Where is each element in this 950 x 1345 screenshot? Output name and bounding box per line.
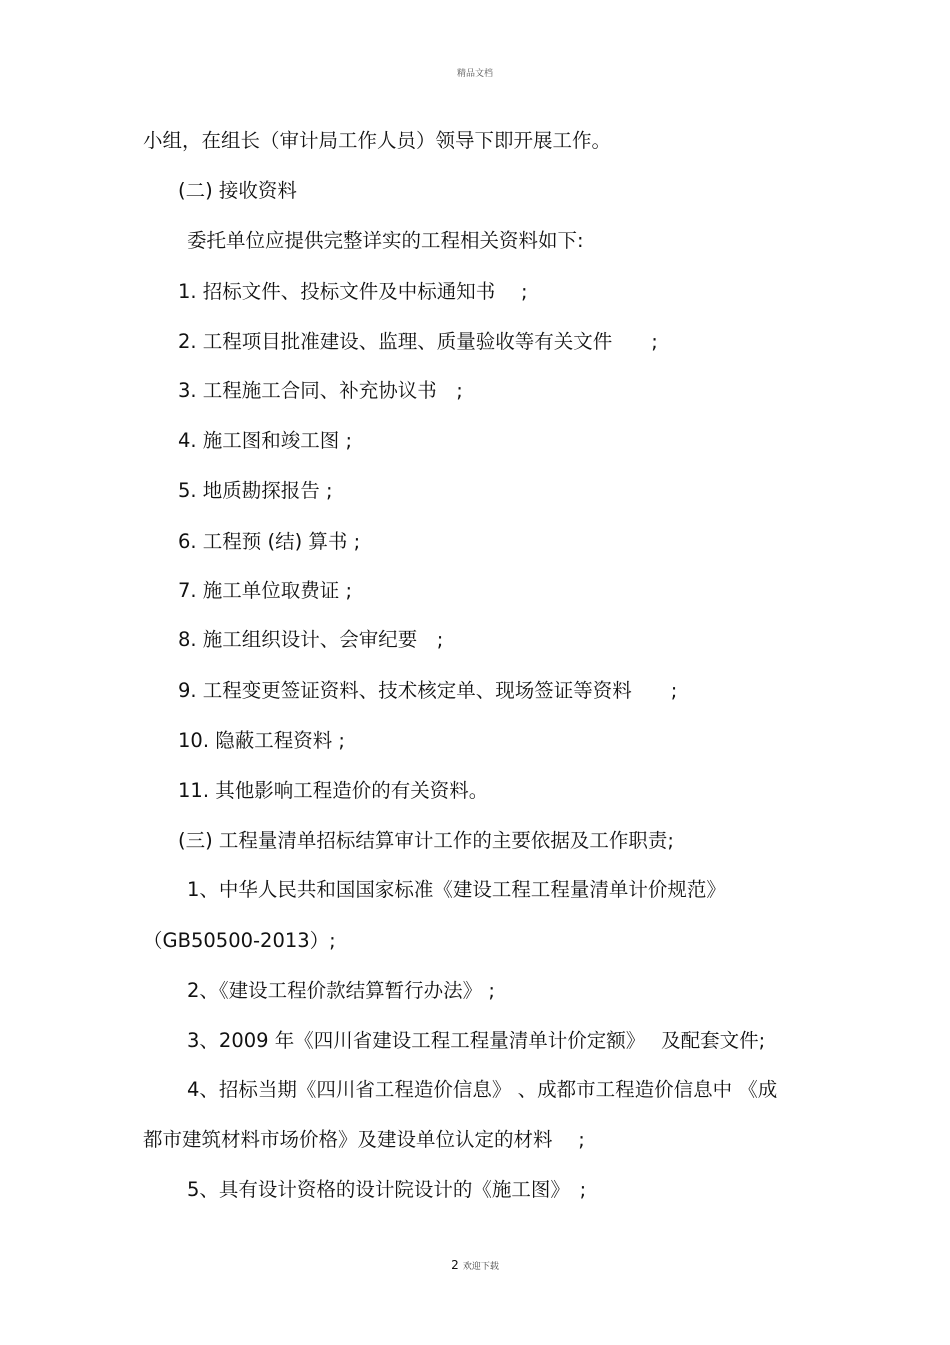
body-line: （GB50500-2013）;: [143, 929, 336, 952]
page-footer: [0, 1258, 950, 1272]
list-item: 5. 地质勘探报告 ;: [178, 479, 333, 502]
list-item: 1. 招标文件、投标文件及中标通知书 ;: [178, 280, 528, 303]
list-item: 10. 隐蔽工程资料 ;: [178, 729, 345, 752]
body-line: 小组，在组长（审计局工作人员）领导下即开展工作。: [143, 129, 612, 152]
list-item: 2. 工程项目批准建设、监理、质量验收等有关文件 ;: [178, 330, 658, 353]
body-line: 1、中华人民共和国国家标准《建设工程工程量清单计价规范》: [187, 878, 726, 901]
body-line: 3、2009 年《四川省建设工程工程量清单计价定额》 及配套文件;: [187, 1029, 766, 1052]
list-item: 8. 施工组织设计、会审纪要 ;: [178, 628, 444, 651]
list-item: 4. 施工图和竣工图 ;: [178, 429, 353, 452]
body-line: 4、招标当期《四川省工程造价信息》 、成都市工程造价信息中 《成: [187, 1078, 778, 1101]
body-line: 2、《建设工程价款结算暂行办法》 ;: [187, 979, 495, 1002]
list-item: 3. 工程施工合同、补充协议书 ;: [178, 379, 463, 402]
body-line: 都市建筑材料市场价格》及建设单位认定的材料 ;: [143, 1128, 585, 1151]
section-heading: (二) 接收资料: [178, 179, 297, 202]
list-item: 7. 施工单位取费证 ;: [178, 579, 353, 602]
list-item: 9. 工程变更签证资料、技术核定单、现场签证等资料 ;: [178, 679, 678, 702]
body-line: 5、具有设计资格的设计院设计的《施工图》 ;: [187, 1178, 587, 1201]
list-item: 6. 工程预 (结) 算书 ;: [178, 530, 361, 553]
page-number: 2: [451, 1258, 459, 1272]
section-heading: (三) 工程量清单招标结算审计工作的主要依据及工作职责;: [178, 829, 674, 852]
body-line: 委托单位应提供完整详实的工程相关资料如下:: [187, 229, 584, 252]
footer-text: 欢迎下载: [462, 1262, 499, 1272]
page-header: 精品文档: [456, 69, 493, 79]
list-item: 11. 其他影响工程造价的有关资料。: [178, 779, 489, 802]
